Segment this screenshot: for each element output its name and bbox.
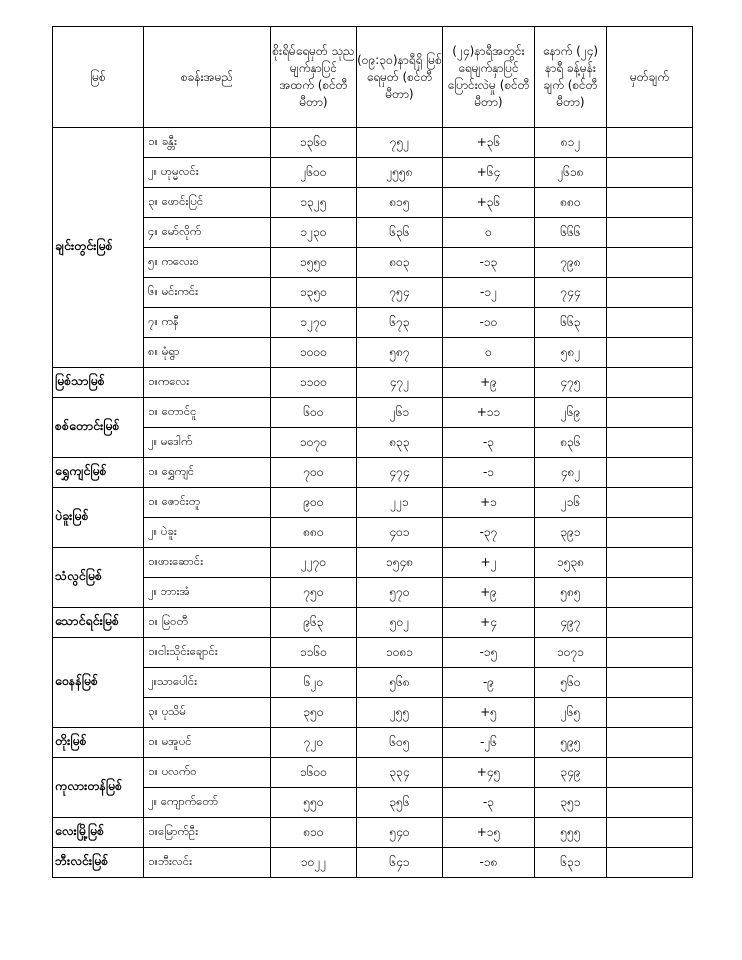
forecast-cell: ၂၆၉ [535, 398, 607, 428]
header-river: မြစ် [53, 27, 144, 128]
station-name: ၅။ ကလေးဝ [144, 248, 271, 278]
station-name: ၁။ မအူပင် [144, 728, 271, 758]
table-row [53, 308, 693, 338]
water-level-cell: ၇၅၂ [357, 128, 443, 158]
remark-cell [607, 548, 693, 578]
water-level-cell: ၅၆၈ [357, 668, 443, 698]
level-change-cell: -၉ [443, 668, 535, 698]
level-change-cell: +၄ [443, 608, 535, 638]
water-level-cell: ၈၀၃ [357, 248, 443, 278]
river-name: ရွှေကျင်မြစ် [53, 458, 144, 488]
remark-cell [607, 668, 693, 698]
level-change-cell: +၉ [443, 578, 535, 608]
table-row [53, 848, 693, 878]
forecast-cell: ၆၆၆ [535, 218, 607, 248]
station-name: ၁။ဘီးလင်း [144, 848, 271, 878]
remark-cell [607, 458, 693, 488]
table-row [53, 578, 693, 608]
river-name: ပဲခူးမြစ် [53, 488, 144, 548]
station-name: ၆။ မင်းကင်း [144, 278, 271, 308]
warning-level-cell: ၆၂၀ [271, 668, 357, 698]
river-name: သောင်ရင်းမြစ် [53, 608, 144, 638]
level-change-cell: +၄၅ [443, 758, 535, 788]
water-level-cell: ၄၇၄ [357, 458, 443, 488]
warning-level-cell: ၂၆၀၀ [271, 158, 357, 188]
water-level-cell: ၈၃၃ [357, 428, 443, 458]
remark-cell [607, 818, 693, 848]
station-name: ၂။ ပဲခူး [144, 518, 271, 548]
warning-level-cell: ၈၈၀ [271, 518, 357, 548]
water-level-cell: ၂၅၅၈ [357, 158, 443, 188]
station-name: ၂။ ဘားအံ [144, 578, 271, 608]
remark-cell [607, 758, 693, 788]
level-change-cell: ၀ [443, 218, 535, 248]
level-change-cell: +၆၄ [443, 158, 535, 188]
header-row [53, 27, 693, 128]
water-level-cell: ၅၄၀ [357, 818, 443, 848]
river-name: ဝေနန်မြစ် [53, 638, 144, 728]
table-row [53, 788, 693, 818]
forecast-cell: ၅၆၀ [535, 668, 607, 698]
station-name: ၈။ မုံရွာ [144, 338, 271, 368]
forecast-cell: ၃၄၉ [535, 758, 607, 788]
water-level-cell: ၁၅၄၈ [357, 548, 443, 578]
level-change-cell: +၂ [443, 548, 535, 578]
water-level-cell: ၃၅၆ [357, 788, 443, 818]
forecast-cell: ၄၇၅ [535, 368, 607, 398]
warning-level-cell: ၂၂၇၀ [271, 548, 357, 578]
warning-level-cell: ၇၅၀ [271, 578, 357, 608]
level-change-cell: -၁၅ [443, 638, 535, 668]
level-change-cell: ၀ [443, 338, 535, 368]
water-level-cell: ၆၀၅ [357, 728, 443, 758]
table-row [53, 638, 693, 668]
station-name: ၁။ တောင်ငူ [144, 398, 271, 428]
header-forecast-24h: နောက် (၂၄) နာရီ ခန့်မှန်းချက် (စင်တီမီတာ) [535, 27, 607, 128]
water-level-cell: ၂၂၁ [357, 488, 443, 518]
remark-cell [607, 608, 693, 638]
warning-level-cell: ၁၂၃၀ [271, 218, 357, 248]
river-name: ဘီးလင်းမြစ် [53, 848, 144, 878]
warning-level-cell: ၅၅၀ [271, 788, 357, 818]
remark-cell [607, 128, 693, 158]
warning-level-cell: ၇၀၀ [271, 458, 357, 488]
water-level-cell: ၂၆၁ [357, 398, 443, 428]
river-name: သံလွင်မြစ် [53, 548, 144, 608]
warning-level-cell: ၇၂၀ [271, 728, 357, 758]
river-name: စစ်တောင်းမြစ် [53, 398, 144, 458]
remark-cell [607, 398, 693, 428]
station-name: ၁။ဖားဆောင်း [144, 548, 271, 578]
forecast-cell: ၈၃၆ [535, 428, 607, 458]
forecast-cell: ၅၉၅ [535, 728, 607, 758]
level-change-cell: +၃၆ [443, 128, 535, 158]
station-name: ၂။သာပေါင်း [144, 668, 271, 698]
forecast-cell: ၄၉၇ [535, 608, 607, 638]
remark-cell [607, 488, 693, 518]
station-name: ၄။ မော်လိုက် [144, 218, 271, 248]
water-level-cell: ၃၃၄ [357, 758, 443, 788]
level-change-cell: +၁ [443, 488, 535, 518]
warning-level-cell: ၉၀၀ [271, 488, 357, 518]
remark-cell [607, 218, 693, 248]
water-level-cell: ၈၁၅ [357, 188, 443, 218]
warning-level-cell: ၆၀၀ [271, 398, 357, 428]
river-name: မြစ်သာမြစ် [53, 368, 144, 398]
remark-cell [607, 638, 693, 668]
table-row [53, 398, 693, 428]
warning-level-cell: ၁၆၀၀ [271, 758, 357, 788]
forecast-cell: ၈၈၀ [535, 188, 607, 218]
warning-level-cell: ၁၃၅၀ [271, 278, 357, 308]
warning-level-cell: ၁၂၇၀ [271, 308, 357, 338]
station-name: ၁။မြောက်ဦး [144, 818, 271, 848]
water-level-cell: ၁၀၈၁ [357, 638, 443, 668]
warning-level-cell: ၁၁၀၀ [271, 368, 357, 398]
remark-cell [607, 278, 693, 308]
water-level-cell: ၆၃၆ [357, 218, 443, 248]
warning-level-cell: ၃၅၀ [271, 698, 357, 728]
warning-level-cell: ၁၀၇၀ [271, 428, 357, 458]
remark-cell [607, 518, 693, 548]
level-change-cell: -၃၇ [443, 518, 535, 548]
warning-level-cell: ၁၁၆၀ [271, 638, 357, 668]
forecast-cell: ၂၁၆ [535, 488, 607, 518]
water-level-cell: ၆၄၁ [357, 848, 443, 878]
level-change-cell: +၃၆ [443, 188, 535, 218]
remark-cell [607, 188, 693, 218]
remark-cell [607, 248, 693, 278]
table-row [53, 158, 693, 188]
table-row [53, 548, 693, 578]
warning-level-cell: ၁၀၂၂ [271, 848, 357, 878]
table-row [53, 668, 693, 698]
water-level-cell: ၅၇၀ [357, 578, 443, 608]
table-row [53, 698, 693, 728]
level-change-cell: -၁၂ [443, 278, 535, 308]
header-remark: မှတ်ချက် [607, 27, 693, 128]
forecast-cell: ၆၆၃ [535, 308, 607, 338]
station-name: ၁။ ခန္တီး [144, 128, 271, 158]
table-row [53, 488, 693, 518]
station-name: ၃။ ဖောင်းပြင် [144, 188, 271, 218]
river-name: ကုလားတန်မြစ် [53, 758, 144, 818]
table-row [53, 368, 693, 398]
level-change-cell: -၁၃ [443, 248, 535, 278]
station-name: ၁။ ပလက်ဝ [144, 758, 271, 788]
table-row [53, 608, 693, 638]
table-row [53, 278, 693, 308]
forecast-cell: ၇၉၈ [535, 248, 607, 278]
level-change-cell: -၁၈ [443, 848, 535, 878]
table-row [53, 458, 693, 488]
forecast-cell: ၅၅၅ [535, 818, 607, 848]
remark-cell [607, 428, 693, 458]
table-row [53, 518, 693, 548]
remark-cell [607, 848, 693, 878]
remark-cell [607, 308, 693, 338]
warning-level-cell: ၁၃၂၅ [271, 188, 357, 218]
station-name: ၁။ ရွှေကျင် [144, 458, 271, 488]
remark-cell [607, 788, 693, 818]
table-row [53, 218, 693, 248]
header-warning-level: စိုးရိမ်ရေမှတ် သုညမျက်နှာပြင် အထက် (စင်တီမီတာ) [271, 27, 357, 128]
water-level-cell: ၄၀၁ [357, 518, 443, 548]
level-change-cell: -၃ [443, 428, 535, 458]
station-name: ၂။ မဒေါက် [144, 428, 271, 458]
forecast-cell: ၄၈၂ [535, 458, 607, 488]
table-row [53, 758, 693, 788]
water-level-cell: ၄၇၂ [357, 368, 443, 398]
remark-cell [607, 158, 693, 188]
station-name: ၁။ကလေး [144, 368, 271, 398]
river-name: လေးမြို့မြစ် [53, 818, 144, 848]
river-level-table [52, 26, 693, 878]
forecast-cell: ၁၅၃၈ [535, 548, 607, 578]
warning-level-cell: ၉၆၃ [271, 608, 357, 638]
level-change-cell: +၉ [443, 368, 535, 398]
table-body [53, 128, 693, 878]
station-name: ၁။ မြဝတီ [144, 608, 271, 638]
forecast-cell: ၂၆၁၈ [535, 158, 607, 188]
level-change-cell: +၅ [443, 698, 535, 728]
water-level-cell: ၇၅၄ [357, 278, 443, 308]
level-change-cell: +၁၁ [443, 398, 535, 428]
forecast-cell: ၃၅၁ [535, 788, 607, 818]
station-name: ၂။ ကျောက်တော် [144, 788, 271, 818]
header-level-0930: (၀၉:၃၀)နာရီရှိ မြစ်ရေမှတ် (စင်တီမီတာ) [357, 27, 443, 128]
remark-cell [607, 698, 693, 728]
level-change-cell: -၂၆ [443, 728, 535, 758]
level-change-cell: -၃ [443, 788, 535, 818]
forecast-cell: ၁၀၇၁ [535, 638, 607, 668]
remark-cell [607, 368, 693, 398]
station-name: ၁။ ဇောင်းတူ [144, 488, 271, 518]
forecast-cell: ၈၁၂ [535, 128, 607, 158]
table-row [53, 428, 693, 458]
level-change-cell: -၁၀ [443, 308, 535, 338]
remark-cell [607, 578, 693, 608]
water-level-cell: ၂၅၅ [357, 698, 443, 728]
station-name: ၁။ငါးသိုင်းချောင်း [144, 638, 271, 668]
table-row [53, 818, 693, 848]
header-station: စခန်းအမည် [144, 27, 271, 128]
station-name: ၃။ ပုသိမ် [144, 698, 271, 728]
warning-level-cell: ၁၅၅၀ [271, 248, 357, 278]
forecast-cell: ၃၉၁ [535, 518, 607, 548]
river-name: ချင်းတွင်းမြစ် [53, 128, 144, 368]
table-row [53, 248, 693, 278]
level-change-cell: -၁ [443, 458, 535, 488]
remark-cell [607, 338, 693, 368]
level-change-cell: +၁၅ [443, 818, 535, 848]
remark-cell [607, 728, 693, 758]
warning-level-cell: ၈၁၀ [271, 818, 357, 848]
forecast-cell: ၅၈၅ [535, 578, 607, 608]
table-row [53, 338, 693, 368]
water-level-cell: ၅၀၂ [357, 608, 443, 638]
warning-level-cell: ၁၃၆၀ [271, 128, 357, 158]
forecast-cell: ၇၄၄ [535, 278, 607, 308]
warning-level-cell: ၁၀၀၀ [271, 338, 357, 368]
table-row [53, 188, 693, 218]
table-row [53, 728, 693, 758]
station-name: ၇။ ကနီ [144, 308, 271, 338]
table-row [53, 128, 693, 158]
water-level-cell: ၆၇၃ [357, 308, 443, 338]
header-change-24h: (၂၄)နာရီအတွင်း ရေမျက်နှာပြင် ပြောင်းလဲမှု (စင်တီမီတာ) [443, 27, 535, 128]
forecast-cell: ၅၈၂ [535, 338, 607, 368]
forecast-cell: ၂၆၅ [535, 698, 607, 728]
water-level-cell: ၅၈၇ [357, 338, 443, 368]
river-name: တိုးမြစ် [53, 728, 144, 758]
station-name: ၂။ ဟုမ္မလင်း [144, 158, 271, 188]
forecast-cell: ၆၃၁ [535, 848, 607, 878]
